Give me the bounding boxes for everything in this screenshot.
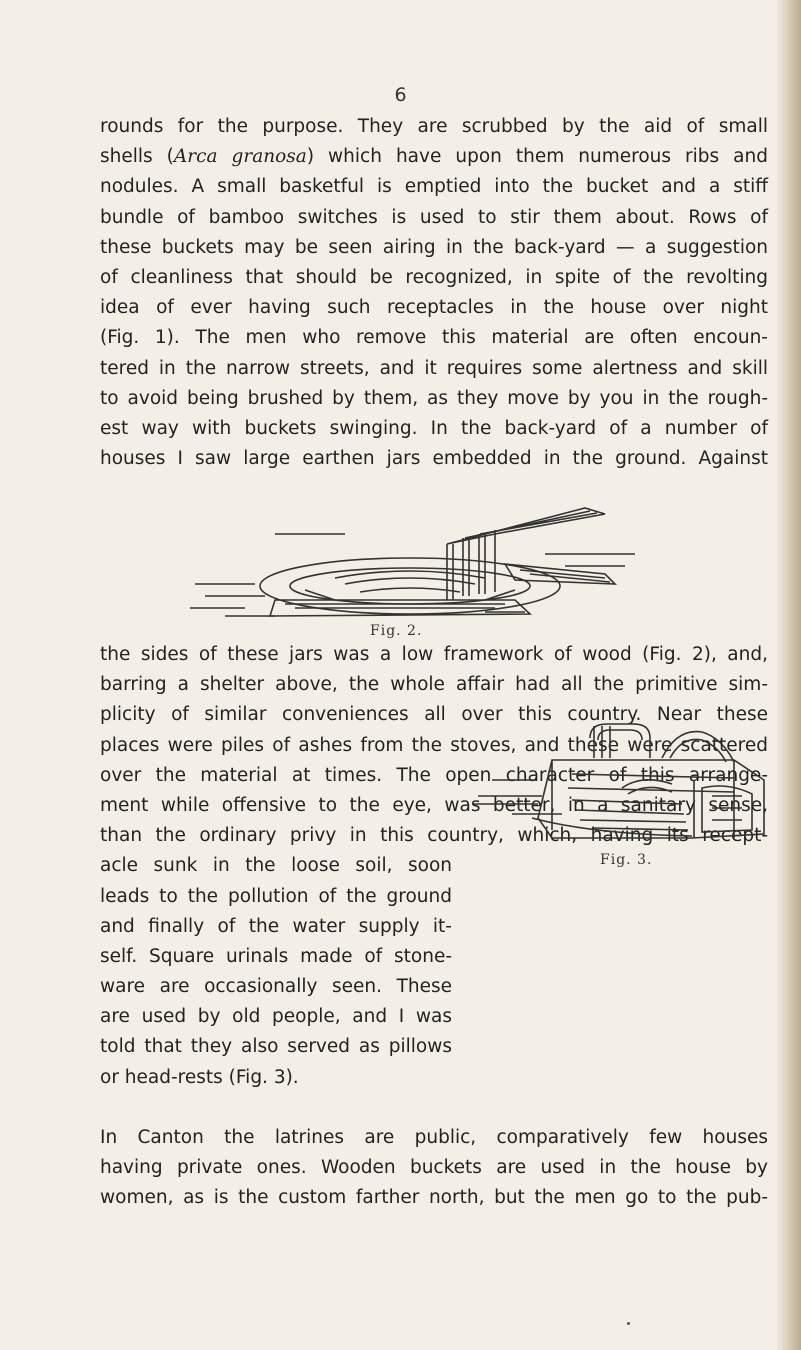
text-line: ment while offensive to the eye, was better, in a sanitary sense,: [100, 794, 768, 816]
page-edge-shadow: [775, 0, 801, 1350]
page-number: 6: [394, 84, 407, 106]
text-line: (Fig. 1). The men who remove this material are often encoun-: [100, 327, 768, 349]
text-line: of cleanliness that should be recognized, in spite of the revolting: [100, 266, 768, 288]
text-line: self. Square urinals made of stone-: [100, 945, 452, 967]
italic-species-name: Arca granosa: [173, 146, 307, 168]
text-line: these buckets may be seen airing in the back-yard — a suggestion: [100, 236, 768, 258]
text-line: to avoid being brushed by them, as they move by you in the rough-: [100, 387, 768, 409]
paragraph-1: [100, 112, 768, 474]
text-line: barring a shelter above, the whole affair had all the primitive sim-: [100, 674, 768, 696]
text-line: plicity of similar conveniences all over this country. Near these: [100, 704, 768, 726]
text-line: leads to the pollution of the ground: [100, 885, 452, 907]
text-line: tered in the narrow streets, and it requires some alertness and skill: [100, 357, 768, 379]
text-line: told that they also served as pillows: [100, 1036, 452, 1058]
text-line: nodules. A small basketful is emptied into the bucket and a stiff: [100, 176, 768, 198]
text-line: rounds for the purpose. They are scrubbed by the aid of small: [100, 116, 768, 137]
figure-2-caption: Fig. 2.: [370, 623, 423, 639]
paragraph-3: [100, 1123, 768, 1214]
text-line: ware are occasionally seen. These: [100, 976, 452, 998]
text-line: and finally of the water supply it-: [100, 915, 452, 937]
text-line: houses I saw large earthen jars embedded in the ground. Against: [100, 448, 768, 470]
text-line: or head-rests (Fig. 3).: [100, 1066, 299, 1088]
figure-3-urinal-illustration: [472, 718, 768, 843]
text-line: over the material at times. The open character of this arrange-: [100, 764, 768, 786]
text-line: having private ones. Wooden buckets are used in the house by: [100, 1157, 768, 1179]
text-line: places were piles of ashes from the stoves, and these were scattered: [100, 734, 768, 756]
text-line: the sides of these jars was a low framework of wood (Fig. 2), and,: [100, 644, 768, 665]
paragraph-2: [100, 640, 768, 1093]
text-line: est way with buckets swinging. In the back-yard of a number of: [100, 417, 768, 439]
text-line: idea of ever having such receptacles in the house over night: [100, 297, 768, 319]
text-line: than the ordinary privy in this country, which, having its recept-: [100, 825, 768, 847]
stray-mark: [627, 1322, 630, 1325]
figure-2-jar-illustration: [185, 504, 655, 622]
text-line: bundle of bamboo switches is used to stir them about. Rows of: [100, 206, 768, 228]
text-line: shells (Arca granosa) which have upon them numerous ribs and: [100, 146, 768, 168]
text-line: In Canton the latrines are public, comparatively few houses: [100, 1127, 768, 1148]
text-line: are used by old people, and I was: [100, 1006, 452, 1028]
figure-3-caption: Fig. 3.: [600, 852, 653, 868]
text-line: women, as is the custom farther north, but the men go to the pub-: [100, 1187, 768, 1209]
text-line: acle sunk in the loose soil, soon: [100, 855, 452, 877]
